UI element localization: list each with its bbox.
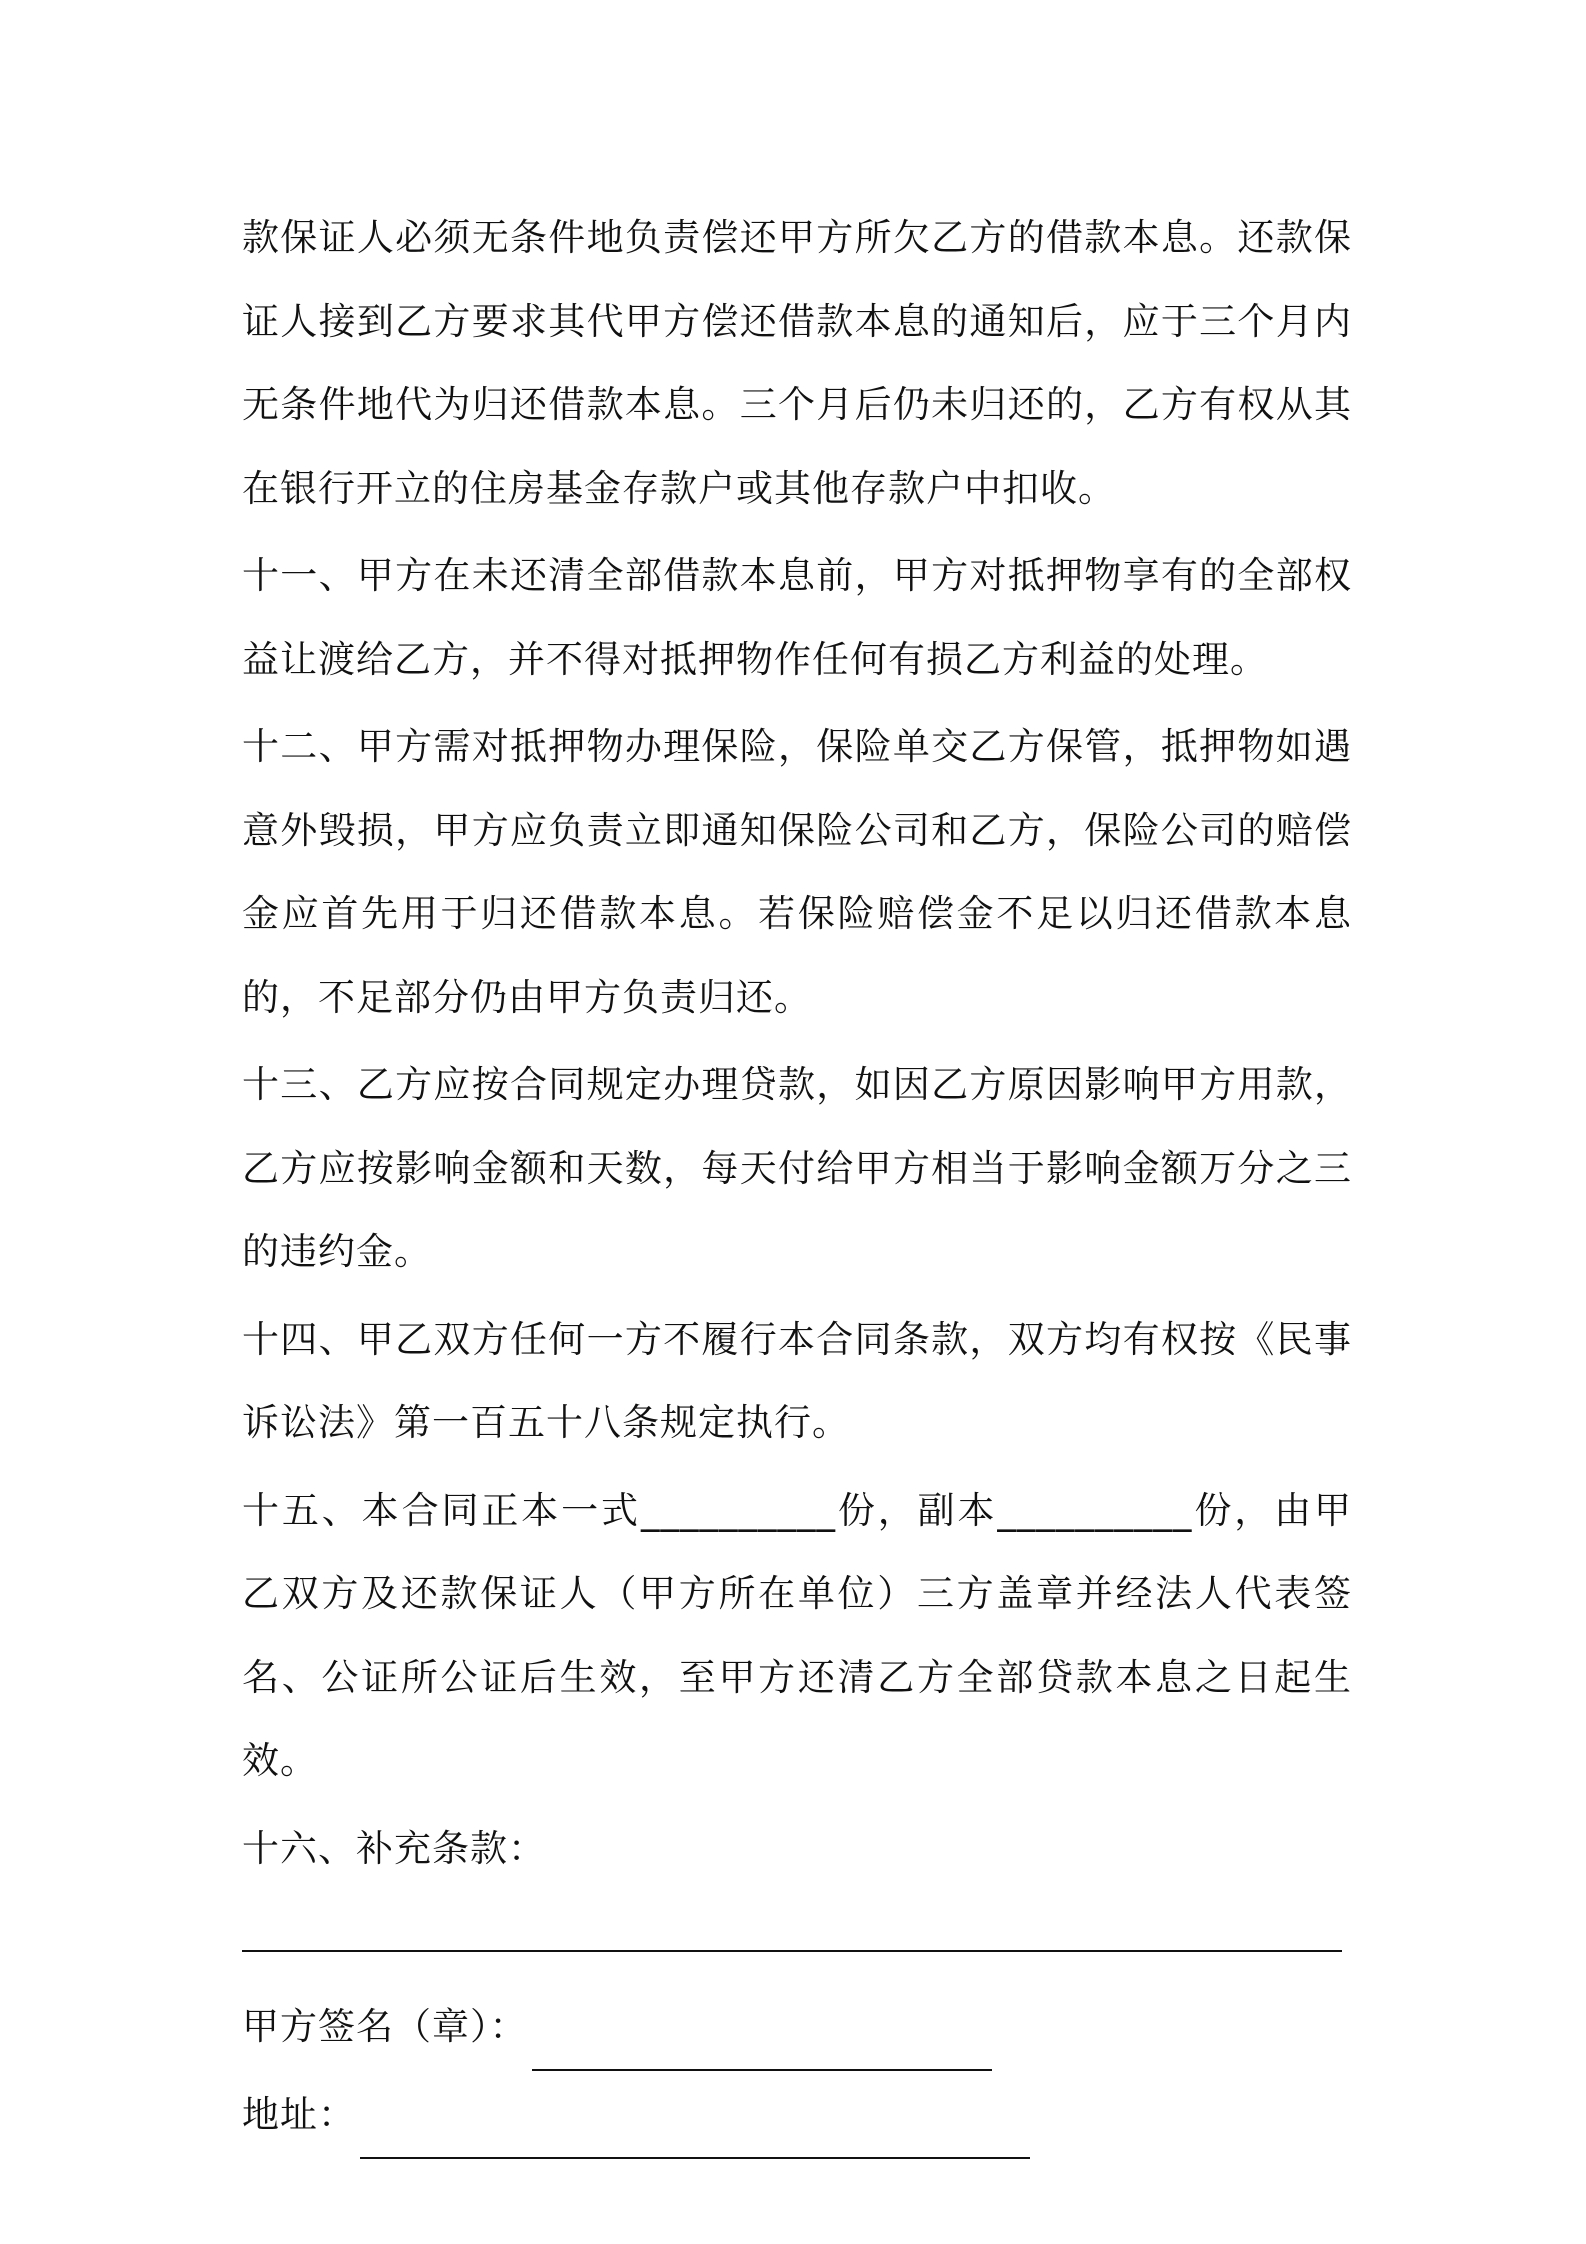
clause-13: 十三、乙方应按合同规定办理贷款，如因乙方原因影响甲方用款，乙方应按影响金额和天数，每天付给甲方相当于影响金额万分之三的违约金。 [242, 1063, 1352, 1273]
supplementary-terms-blank-line[interactable] [242, 1900, 1352, 1983]
clause-15: 十五、本合同正本一式__________份，副本__________份，由甲乙双方及还款保证人（甲方所在单位）三方盖章并经法人代表签名、公证所公证后生效，至甲方还清乙方全部贷款本息之日起生效。 [242, 1488, 1352, 1782]
party-a-signature-label: 甲方签名（章）： [242, 2005, 528, 2048]
address-label: 地址： [242, 2093, 356, 2136]
address-row [242, 2071, 1352, 2159]
clause-12: 十二、甲方需对抵押物办理保险，保险单交乙方保管，抵押物如遇意外毁损，甲方应负责立即通知保险公司和乙方，保险公司的赔偿金应首先用于归还借款本息。若保险赔偿金不足以归还借款本息的，不足部分仍由甲方负责归还。 [242, 725, 1352, 1019]
address-blank[interactable] [360, 2097, 1030, 2159]
clause-11: 十一、甲方在未还清全部借款本息前，甲方对抵押物享有的全部权益让渡给乙方，并不得对抵押物作任何有损乙方利益的处理。 [242, 554, 1352, 681]
clause-14: 十四、甲乙双方任何一方不履行本合同条款，双方均有权按《民事诉讼法》第一百五十八条规定执行。 [242, 1317, 1352, 1444]
clause-16: 十六、补充条款： [242, 1826, 546, 1870]
document-body [242, 196, 1352, 2159]
party-a-signature-blank[interactable] [532, 2009, 992, 2071]
party-a-signature-row [242, 1983, 1352, 2071]
blank-rule [242, 1950, 1342, 1952]
clause-guarantor-continuation: 款保证人必须无条件地负责偿还甲方所欠乙方的借款本息。还款保证人接到乙方要求其代甲方偿还借款本息的通知后，应于三个月内无条件地代为归还借款本息。三个月后仍未归还的，乙方有权从其在银行开立的住房基金存款户或其他存款户中扣收。 [242, 216, 1352, 510]
